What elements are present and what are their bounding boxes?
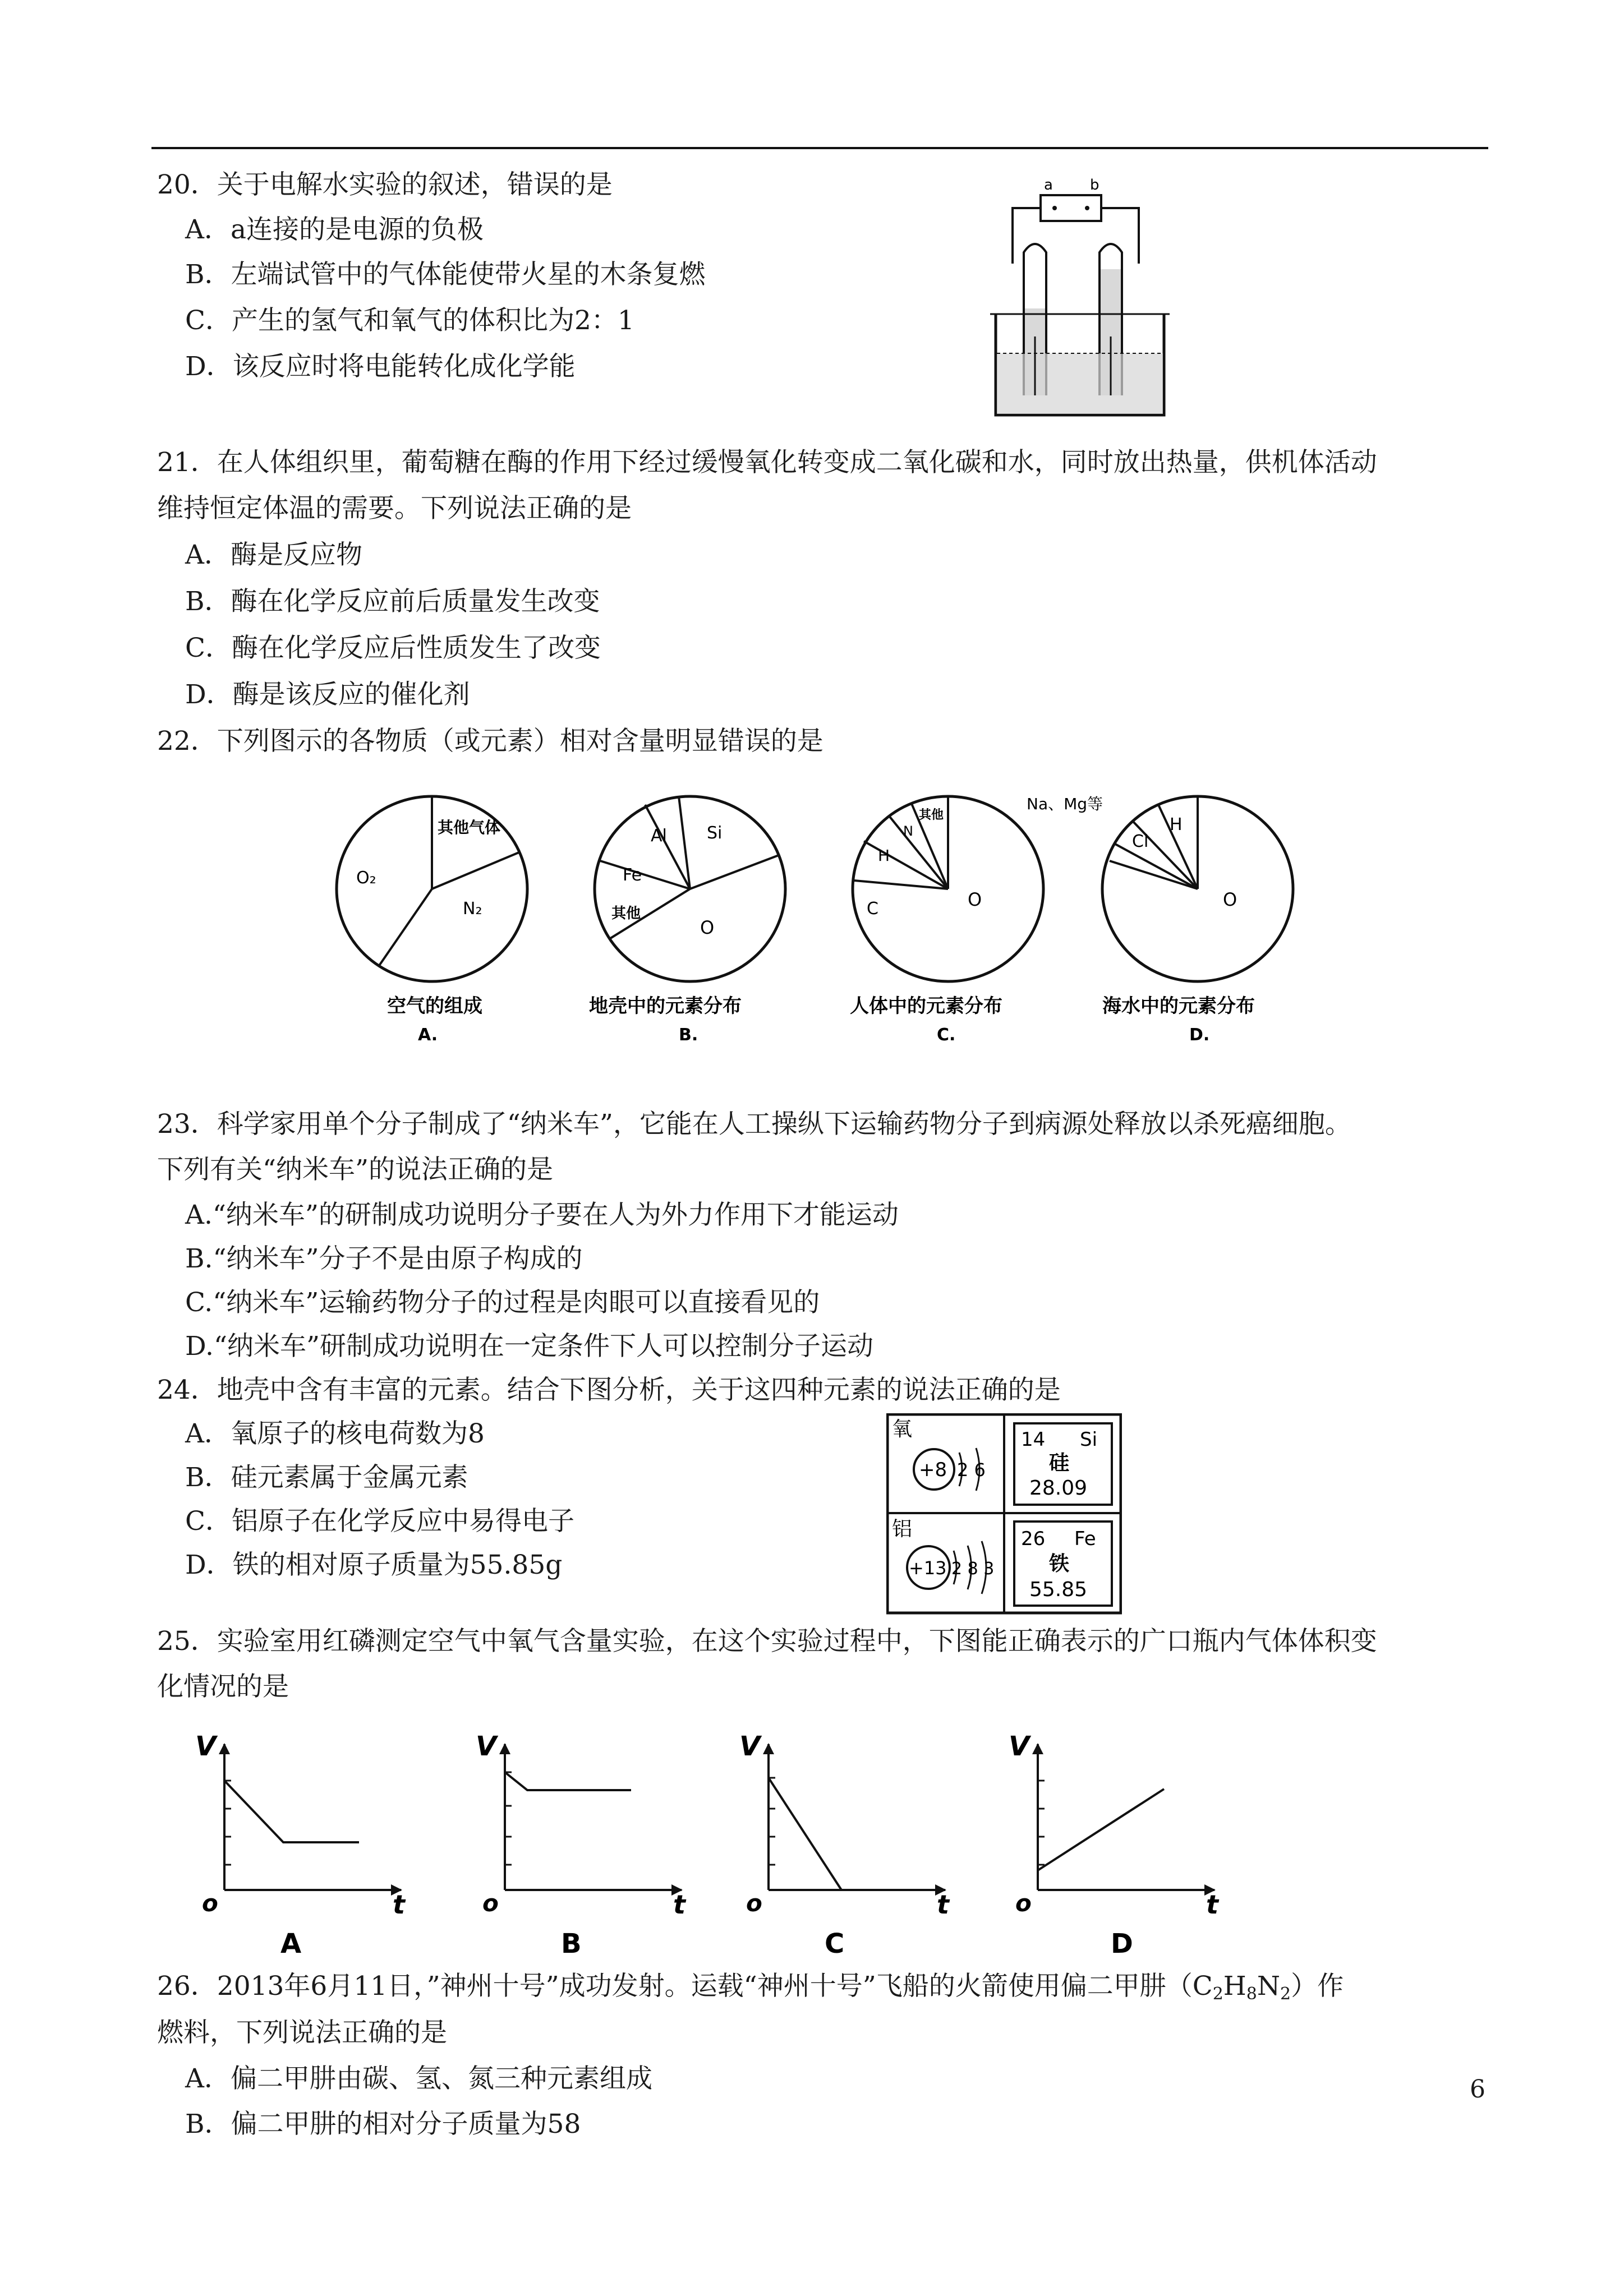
graph-c-y-axis-label: V: [739, 1731, 761, 1762]
pie-d-label-na-mg: Na、Mg等: [1027, 795, 1103, 813]
graph-a-curve: [224, 1781, 359, 1842]
graph-b-y-axis-label: V: [476, 1731, 497, 1762]
q21-option-d: D．酶是该反应的催化剂: [185, 679, 470, 710]
pie-c-label-h: H: [878, 846, 890, 865]
q23-option-b: B.“纳米车”分子不是由原子构成的: [185, 1243, 583, 1274]
aluminum-nucleus: +13: [909, 1557, 947, 1579]
q26-stem-line1: 26．2013年6月11日，”神州十号”成功发射。运载“神州十号”飞船的火箭使用偏二甲肼$(C_2H_8N_2)$作: [157, 1971, 1344, 2004]
electrolysis-apparatus-figure: [968, 174, 1192, 423]
graph-d-curve: [1038, 1789, 1164, 1870]
header-rule: [151, 147, 1488, 149]
graph-d-x-axis-label: t: [1206, 1889, 1218, 1920]
q21-stem-line1: 21．在人体组织里，葡萄糖在酶的作用下经过缓慢氧化转变成二氧化碳和水，同时放出热量，供机体活动: [157, 447, 1377, 478]
silicon-number: 14: [1021, 1428, 1046, 1451]
silicon-name: 硅: [1049, 1451, 1070, 1474]
graph-b-letter: B: [561, 1928, 582, 1960]
graph-a-letter: A: [280, 1928, 302, 1960]
q20-option-a: A．a连接的是电源的负极: [185, 214, 484, 245]
pie-d-caption: 海水中的元素分布: [1102, 995, 1255, 1017]
q21-option-c: C．酶在化学反应后性质发生了改变: [185, 633, 601, 663]
pie-chart-air: [337, 796, 527, 1045]
graph-a-x-axis-label: t: [393, 1889, 405, 1920]
graph-b-origin-label: o: [482, 1889, 499, 1917]
q20-option-b: B．左端试管中的气体能使带火星的木条复燃: [185, 259, 706, 290]
iron-number: 26: [1021, 1528, 1046, 1550]
pie-chart-earth-crust: [589, 796, 785, 1045]
q22-pie-figures: [325, 788, 1335, 1048]
silicon-element-cell: [1014, 1423, 1112, 1505]
pie-b-label-other: 其他: [611, 905, 641, 922]
pie-c-label-c: C: [867, 899, 878, 919]
iron-name: 铁: [1049, 1552, 1070, 1575]
q21-stem-line2: 维持恒定体温的需要。下列说法正确的是: [157, 493, 632, 524]
aluminum-shells: 2 8 3: [951, 1559, 995, 1579]
pie-a-label-n2: N₂: [463, 899, 482, 919]
graph-b: [476, 1731, 687, 1960]
q22-stem: 22．下列图示的各物质（或元素）相对含量明显错误的是: [157, 726, 823, 757]
pie-b-label-al: Al: [651, 826, 667, 846]
q24-option-a: A．氧原子的核电荷数为8: [185, 1418, 485, 1449]
pie-b-caption: 地壳中的元素分布: [589, 995, 742, 1017]
pie-c-letter: C.: [937, 1025, 956, 1045]
element-info-figure: [886, 1413, 1122, 1617]
q21-option-a: A．酶是反应物: [185, 540, 362, 570]
q24-stem: 24．地壳中含有丰富的元素。结合下图分析，关于这四种元素的说法正确的是: [157, 1375, 1061, 1405]
q23-option-d: D.“纳米车”研制成功说明在一定条件下人可以控制分子运动: [185, 1331, 874, 1362]
pie-c-label-o: O: [968, 889, 982, 910]
iron-mass: 55.85: [1029, 1578, 1088, 1601]
pie-c-caption: 人体中的元素分布: [850, 995, 1002, 1017]
pie-b-label-fe: Fe: [623, 865, 642, 885]
pie-b-label-o: O: [700, 917, 715, 938]
q23-option-c: C.“纳米车”运输药物分子的过程是肉眼可以直接看见的: [185, 1287, 820, 1318]
aluminum-name: 铝: [892, 1518, 913, 1541]
graph-a-y-axis-label: V: [195, 1731, 217, 1762]
graph-a-origin-label: o: [202, 1889, 218, 1917]
electrode-label-b: b: [1090, 177, 1099, 193]
pie-a-caption: 空气的组成: [387, 995, 482, 1017]
pie-d-letter: D.: [1189, 1025, 1210, 1045]
power-source-box: [1041, 195, 1101, 221]
graph-b-x-axis-label: t: [673, 1889, 686, 1920]
graph-b-curve: [505, 1772, 631, 1790]
graph-d-origin-label: o: [1015, 1889, 1032, 1917]
electrode-label-a: a: [1044, 177, 1053, 193]
iron-element-cell: [1014, 1522, 1112, 1606]
pie-a-label-other-gas: 其他气体: [438, 818, 501, 837]
oxygen-name: 氧: [892, 1418, 913, 1441]
pie-d-label-h: H: [1170, 815, 1183, 835]
q24-option-d: D．铁的相对原子质量为55.85g: [185, 1550, 563, 1580]
graph-a: [195, 1731, 406, 1960]
oxygen-shells: 2 6: [957, 1459, 986, 1481]
q20-option-c: C．产生的氢气和氧气的体积比为2：1: [185, 305, 634, 336]
oxygen-atom-diagram: [892, 1418, 986, 1491]
pie-b-letter: B.: [679, 1025, 698, 1045]
graph-c-origin-label: o: [746, 1889, 762, 1917]
graph-c-letter: C: [825, 1928, 845, 1960]
silicon-symbol: Si: [1080, 1428, 1098, 1451]
q25-stem-line1: 25．实验室用红磷测定空气中氧气含量实验，在这个实验过程中，下图能正确表示的广口瓶内气体体积变: [157, 1626, 1377, 1657]
q26-option-a: A．偏二甲肼由碳、氢、氮三种元素组成: [185, 2063, 652, 2094]
graph-c: [739, 1731, 950, 1960]
graph-c-x-axis-label: t: [937, 1889, 949, 1920]
pie-c-label-other: 其他: [919, 808, 944, 822]
graph-c-curve: [769, 1778, 841, 1890]
graph-d: [1009, 1731, 1220, 1960]
pie-chart-seawater: [1027, 795, 1293, 1045]
aluminum-atom-diagram: [892, 1518, 994, 1594]
q23-stem-line1: 23．科学家用单个分子制成了“纳米车”，它能在人工操纵下运输药物分子到病源处释放以杀死癌细胞。: [157, 1109, 1351, 1140]
pie-a-letter: A.: [418, 1025, 438, 1045]
pie-a-label-o2: O₂: [356, 868, 376, 888]
graph-d-letter: D: [1111, 1928, 1133, 1960]
q23-stem-line2: 下列有关“纳米车”的说法正确的是: [157, 1154, 554, 1185]
q20-stem: 20．关于电解水实验的叙述，错误的是: [157, 169, 613, 200]
pie-b-label-si: Si: [707, 823, 723, 843]
q20-option-d: D．该反应时将电能转化成化学能: [185, 351, 576, 382]
pie-chart-human-body: [850, 796, 1043, 1045]
pie-d-label-o: O: [1223, 889, 1237, 910]
graph-d-y-axis-label: V: [1009, 1731, 1030, 1762]
q24-option-b: B．硅元素属于金属元素: [185, 1462, 468, 1493]
q25-volume-graphs: [191, 1727, 1245, 1965]
q23-option-a: A.“纳米车”的研制成功说明分子要在人为外力作用下才能运动: [185, 1200, 899, 1230]
q21-option-b: B．酶在化学反应前后质量发生改变: [185, 586, 600, 617]
oxygen-nucleus: +8: [919, 1459, 947, 1481]
q26-option-b: B．偏二甲肼的相对分子质量为58: [185, 2109, 581, 2140]
pie-d-label-cl: Cl: [1132, 832, 1149, 851]
silicon-mass: 28.09: [1029, 1477, 1088, 1500]
page-number: 6: [1470, 2075, 1485, 2104]
q25-stem-line2: 化情况的是: [157, 1671, 289, 1702]
q24-option-c: C．铝原子在化学反应中易得电子: [185, 1506, 574, 1537]
q26-stem-line2: 燃料，下列说法正确的是: [157, 2017, 447, 2048]
pie-c-label-n: N: [903, 823, 913, 839]
iron-symbol: Fe: [1074, 1528, 1096, 1550]
